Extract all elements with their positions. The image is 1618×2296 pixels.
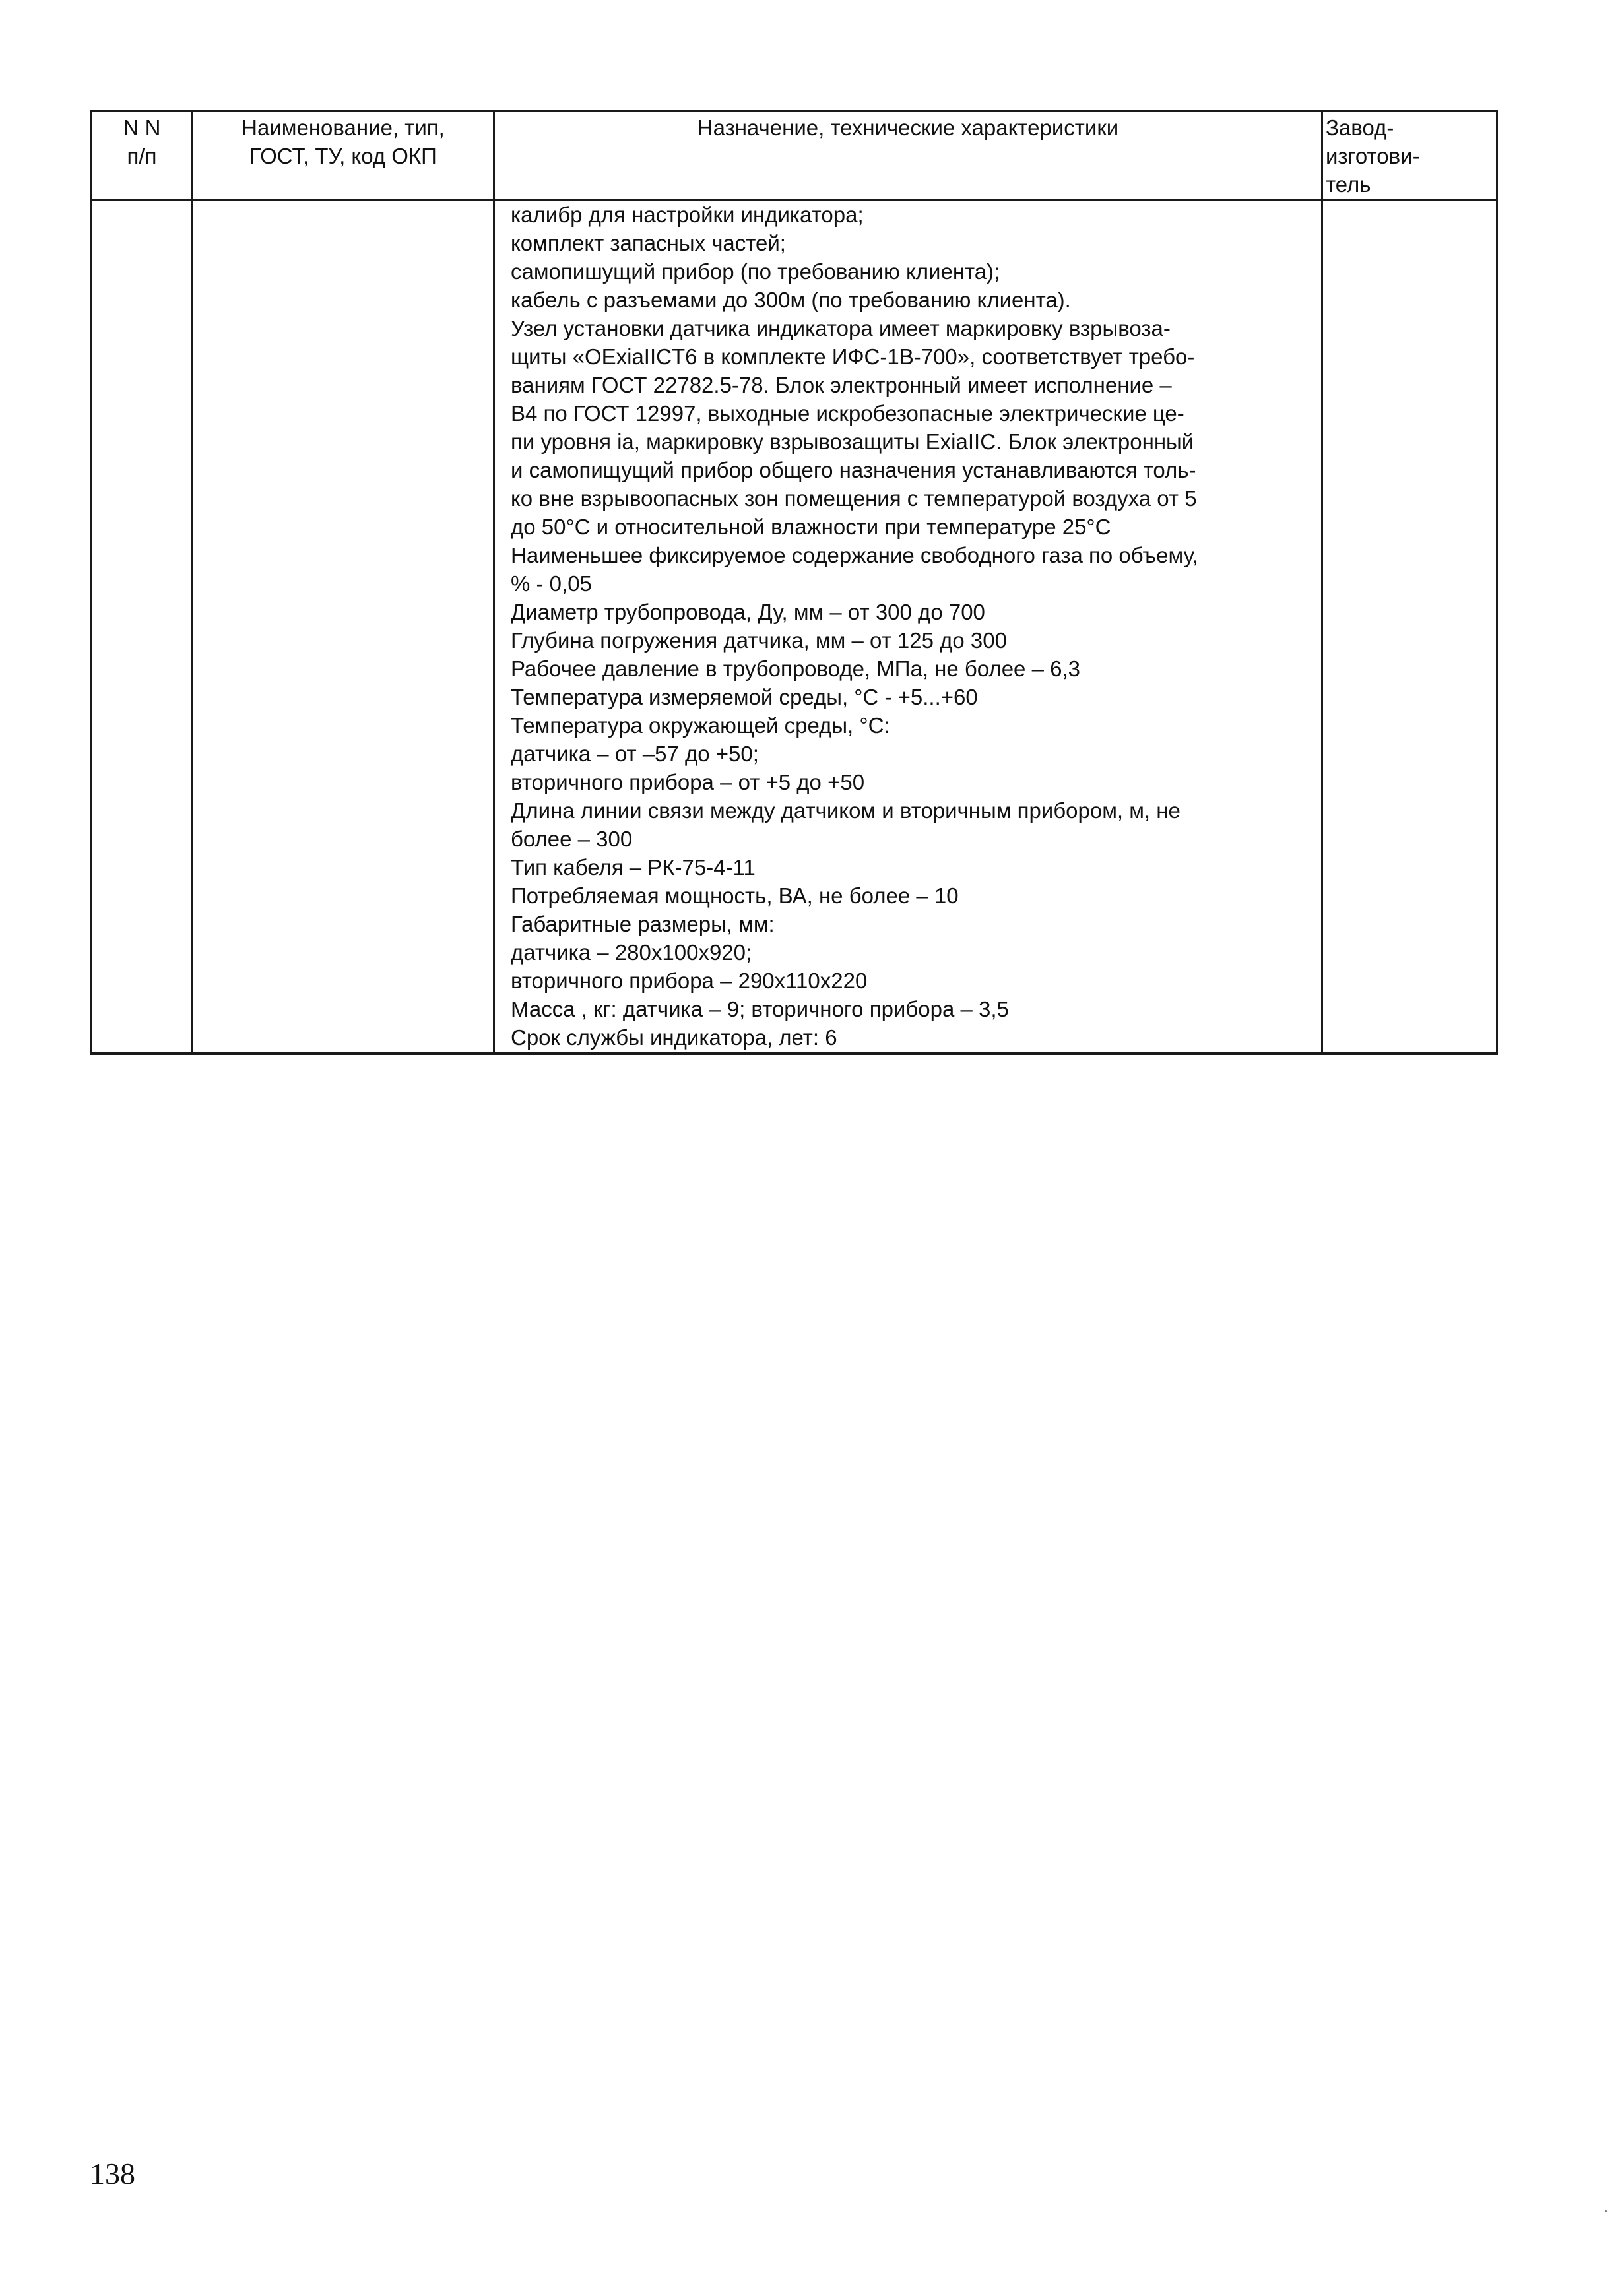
spec-line: Потребляемая мощность, ВА, не более – 10	[511, 883, 959, 908]
header-name-line: ГОСТ, ТУ, код ОКП	[249, 144, 437, 168]
specifications-table	[90, 110, 1498, 1055]
spec-line: ко вне взрывоопасных зон помещения с температурой воздуха от 5	[511, 486, 1197, 511]
header-row	[92, 111, 1497, 200]
spec-line: до 50°С и относительной влажности при температуре 25°С	[511, 515, 1111, 539]
header-number-line: п/п	[127, 144, 157, 168]
header-spec	[494, 111, 1322, 200]
row-manufacturer-cell	[1322, 200, 1497, 1054]
spec-line: Габаритные размеры, мм:	[511, 912, 775, 936]
spec-line: Тип кабеля – РК-75-4-11	[511, 855, 756, 879]
header-number-line: N N	[123, 115, 161, 140]
spec-line: Наименьшее фиксируемое содержание свободного газа по объему,	[511, 543, 1198, 567]
spec-line: Температура измеряемой среды, °С - +5...+60	[511, 685, 978, 709]
spec-line: щиты «OExiaIICT6 в комплекте ИФС-1В-700», соответствует требо-	[511, 344, 1195, 369]
spec-line: комплект запасных частей;	[511, 231, 786, 255]
spec-line: вторичного прибора – 290х110х220	[511, 969, 868, 993]
spec-line: Масса , кг: датчика – 9; вторичного прибора – 3,5	[511, 997, 1009, 1021]
spec-line: более – 300	[511, 827, 633, 851]
spec-line: Срок службы индикатора, лет: 6	[511, 1025, 837, 1050]
page-number: 138	[90, 2157, 135, 2190]
spec-line: кабель с разъемами до 300м (по требованию клиента).	[511, 288, 1071, 312]
header-manufacturer-line: изготови-	[1326, 144, 1420, 168]
spec-line: Узел установки датчика индикатора имеет маркировку взрывоза-	[511, 316, 1171, 340]
header-name-line: Наименование, тип,	[242, 115, 445, 140]
spec-line: % - 0,05	[511, 571, 592, 596]
spec-line: Рабочее давление в трубопроводе, МПа, не более – 6,3	[511, 656, 1080, 681]
header-number	[92, 111, 193, 200]
row-spec-cell	[494, 200, 1322, 1054]
spec-line: Глубина погружения датчика, мм – от 125 до 300	[511, 628, 1007, 653]
spec-lines	[495, 201, 1321, 1052]
header-spec-line: Назначение, технические характеристики	[697, 115, 1119, 140]
header-manufacturer	[1322, 111, 1497, 200]
spec-line: датчика – 280х100х920;	[511, 940, 752, 965]
table-body	[92, 200, 1497, 1054]
header-manufacturer-line: Завод-	[1326, 115, 1394, 140]
spec-line: пи уровня ia, маркировку взрывозащиты ExiaIIC. Блок электронный	[511, 430, 1194, 454]
spec-line: Температура окружающей среды, °С:	[511, 713, 890, 738]
spec-line: В4 по ГОСТ 12997, выходные искробезопасные электрические це-	[511, 401, 1184, 426]
header-name	[193, 111, 494, 200]
scan-speck	[1605, 2210, 1607, 2212]
row-number-cell	[92, 200, 193, 1054]
spec-line: Диаметр трубопровода, Ду, мм – от 300 до 700	[511, 600, 985, 624]
spec-line: и самопищущий прибор общего назначения устанавливаются толь-	[511, 458, 1196, 482]
header-manufacturer-line: тель	[1326, 172, 1371, 197]
table-header	[92, 111, 1497, 200]
table-row	[92, 200, 1497, 1054]
row-name-cell	[193, 200, 494, 1054]
spec-line: вторичного прибора – от +5 до +50	[511, 770, 865, 794]
spec-line: датчика – от –57 до +50;	[511, 742, 759, 766]
spec-line: Длина линии связи между датчиком и вторичным прибором, м, не	[511, 798, 1181, 823]
spec-line: калибр для настройки индикатора;	[511, 203, 864, 227]
spec-line: самопишущий прибор (по требованию клиента);	[511, 259, 1000, 284]
spec-line: ваниям ГОСТ 22782.5-78. Блок электронный имеет исполнение –	[511, 373, 1172, 397]
